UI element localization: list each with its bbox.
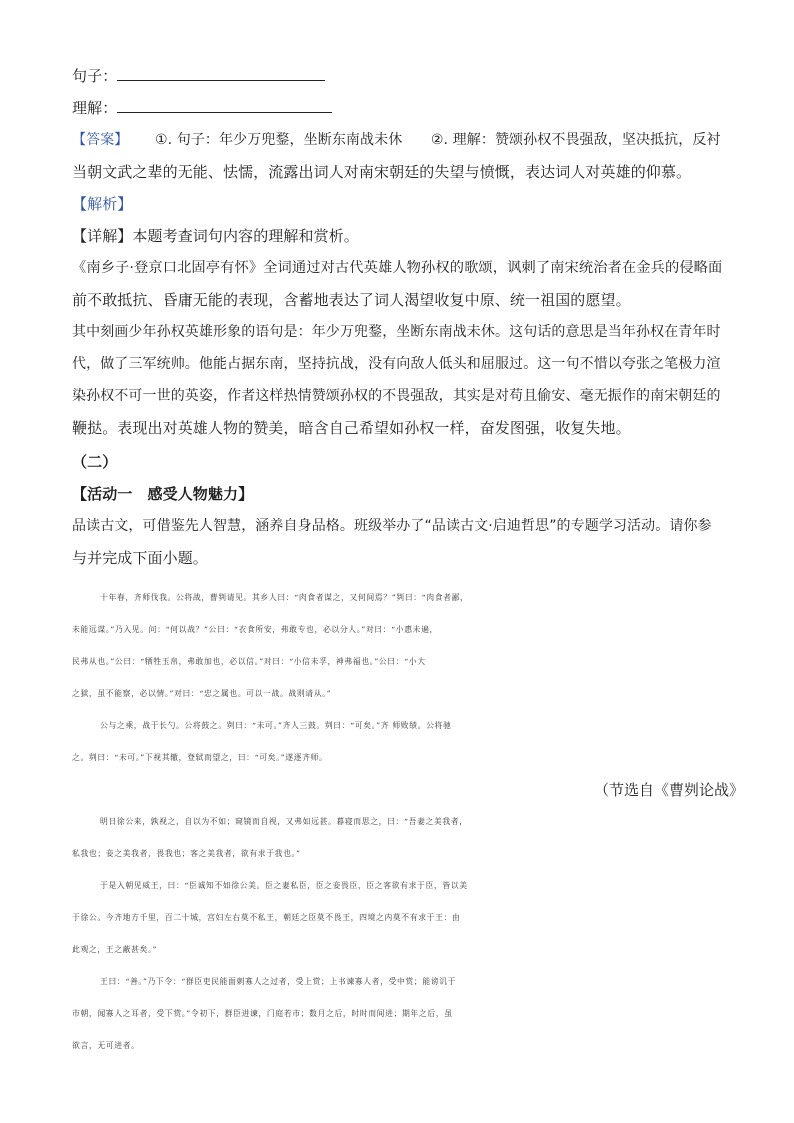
intro-line: 品读古文，可借鉴先人智慧，涵养自身品格。班级举办了“品读古文·启迪哲思”的专题学习活动。请你参 (72, 518, 712, 534)
passage-2-line: 于是入朝见威王，曰：“臣诚知不如徐公美。臣之妻私臣，臣之妾畏臣，臣之客欲有求于臣，皆以美 (100, 881, 468, 890)
passage-1-line: 未能远谋。”乃入见。问：“何以战？”公曰：“衣食所安，弗敢专也，必以分人。”对曰：“小惠未遍， (72, 625, 439, 634)
passage-2-line: 私我也；妾之美我者，畏我也；客之美我者，欲有求于我也。” (72, 849, 301, 858)
passage-2-line: 明日徐公来，孰视之，自以为不如；窥镜而自视，又弗如远甚。暮寝而思之，曰：“吾妻之美我者， (100, 817, 468, 826)
passage-1-line: 之。刿曰：“未可。”下视其辙，登轼而望之，曰：“可矣。”遂逐齐师。 (72, 753, 328, 762)
answer-line-2: 当朝文武之辈的无能、怯懦，流露出词人对南宋朝廷的失望与愤慨，表达词人对英雄的仰慕。 (72, 163, 692, 181)
analysis-paragraph-1-line: 《南乡子·登京口北固亭有怀》全词通过对古代英雄人物孙权的歌颂，讽刺了南宋统治者在金兵的侵略面 (72, 260, 723, 276)
detail-line (72, 220, 722, 252)
answer-line (72, 124, 722, 156)
answer-part-1: ①. 句子：年少万兜鍪，坐断东南战未休 (154, 132, 403, 148)
passage-2-line: 王曰：“善。”乃下令：“群臣吏民能面刺寡人之过者，受上赏；上书谏寡人者，受中赏；能谤讥于 (100, 977, 457, 986)
understand-label: 理解： (72, 99, 118, 117)
activity-heading: 【活动一 感受人物魅力】 (72, 485, 254, 503)
sentence-label: 句子： (72, 67, 118, 85)
answer-tag: 【答案】 (72, 132, 129, 148)
passage-1-line: 公与之乘，战于长勺。公将鼓之。刿曰：“未可。”齐人三鼓。刿曰：“可矣。”齐 师败绩。公将驰 (100, 721, 452, 730)
understand-answer-blank[interactable] (117, 98, 332, 113)
passage-2-line: 市朝，闻寡人之耳者，受下赏。”令初下，群臣进谏，门庭若市；数月之后，时时而间进；期年之后，虽 (72, 1009, 453, 1018)
analysis-paragraph-2-line: 代，做了三军统帅。他能占据东南，坚持抗战，没有向敌人低头和屈服过。这一句不惜以夸张之笔极力渲 (72, 356, 721, 372)
detail-text: 本题考查词句内容的理解和赏析。 (132, 227, 359, 245)
detail-tag: 【详解】 (72, 227, 133, 245)
passage-2-line: 此观之，王之蔽甚矣。” (72, 945, 158, 954)
understand-line (72, 92, 722, 124)
sentence-answer-blank[interactable] (117, 66, 325, 81)
answer-part-2: ②. 理解：赞颂孙权不畏强敌，坚决抵抗，反衬 (430, 132, 721, 148)
passage-1-source: （节选自《曹刿论战》 (593, 781, 744, 799)
passage-2-line: 欲言，无可进者。 (72, 1041, 140, 1050)
sentence-line (72, 60, 722, 92)
section-number: （二） (72, 453, 118, 471)
passage-2-line: 于徐公。今齐地方千里，百二十城，宫妇左右莫不私王，朝廷之臣莫不畏王，四境之内莫不有求于王：由 (72, 913, 461, 922)
passage-1-line: 民弗从也。”公曰：“牺牲玉帛，弗敢加也，必以信。”对曰：“小信未孚，神弗福也。”公曰：“小大 (72, 657, 426, 666)
analysis-paragraph-2-line: 染孙权不可一世的英姿，作者这样热情赞颂孙权的不畏强敌，其实是对苟且偷安、毫无振作的南宋朝廷的 (72, 388, 721, 404)
passage-1-line: 十年春，齐师伐我。公将战，曹刿请见。其乡人曰：“肉食者谋之，又何间焉？”刿曰：“肉食者鄙， (100, 593, 469, 602)
analysis-paragraph-2-line: 其中刻画少年孙权英雄形象的语句是：年少万兜鍪，坐断东南战未休。这句话的意思是当年孙权在青年时 (72, 324, 721, 340)
passage-1-line: 之狱，虽不能察，必以情。”对曰：“忠之属也。可以一战。战则请从。” (72, 689, 332, 698)
intro-line: 与并完成下面小题。 (72, 549, 208, 567)
analysis-paragraph-2-line: 鞭挞。表现出对英雄人物的赞美，暗含自己希望如孙权一样，奋发图强，收复失地。 (72, 419, 631, 437)
analysis-paragraph-1-line: 前不敢抵抗、昏庸无能的表现，含蓄地表达了词人渴望收复中原、统一祖国的愿望。 (72, 291, 631, 309)
analysis-tag: 【解析】 (72, 195, 133, 213)
